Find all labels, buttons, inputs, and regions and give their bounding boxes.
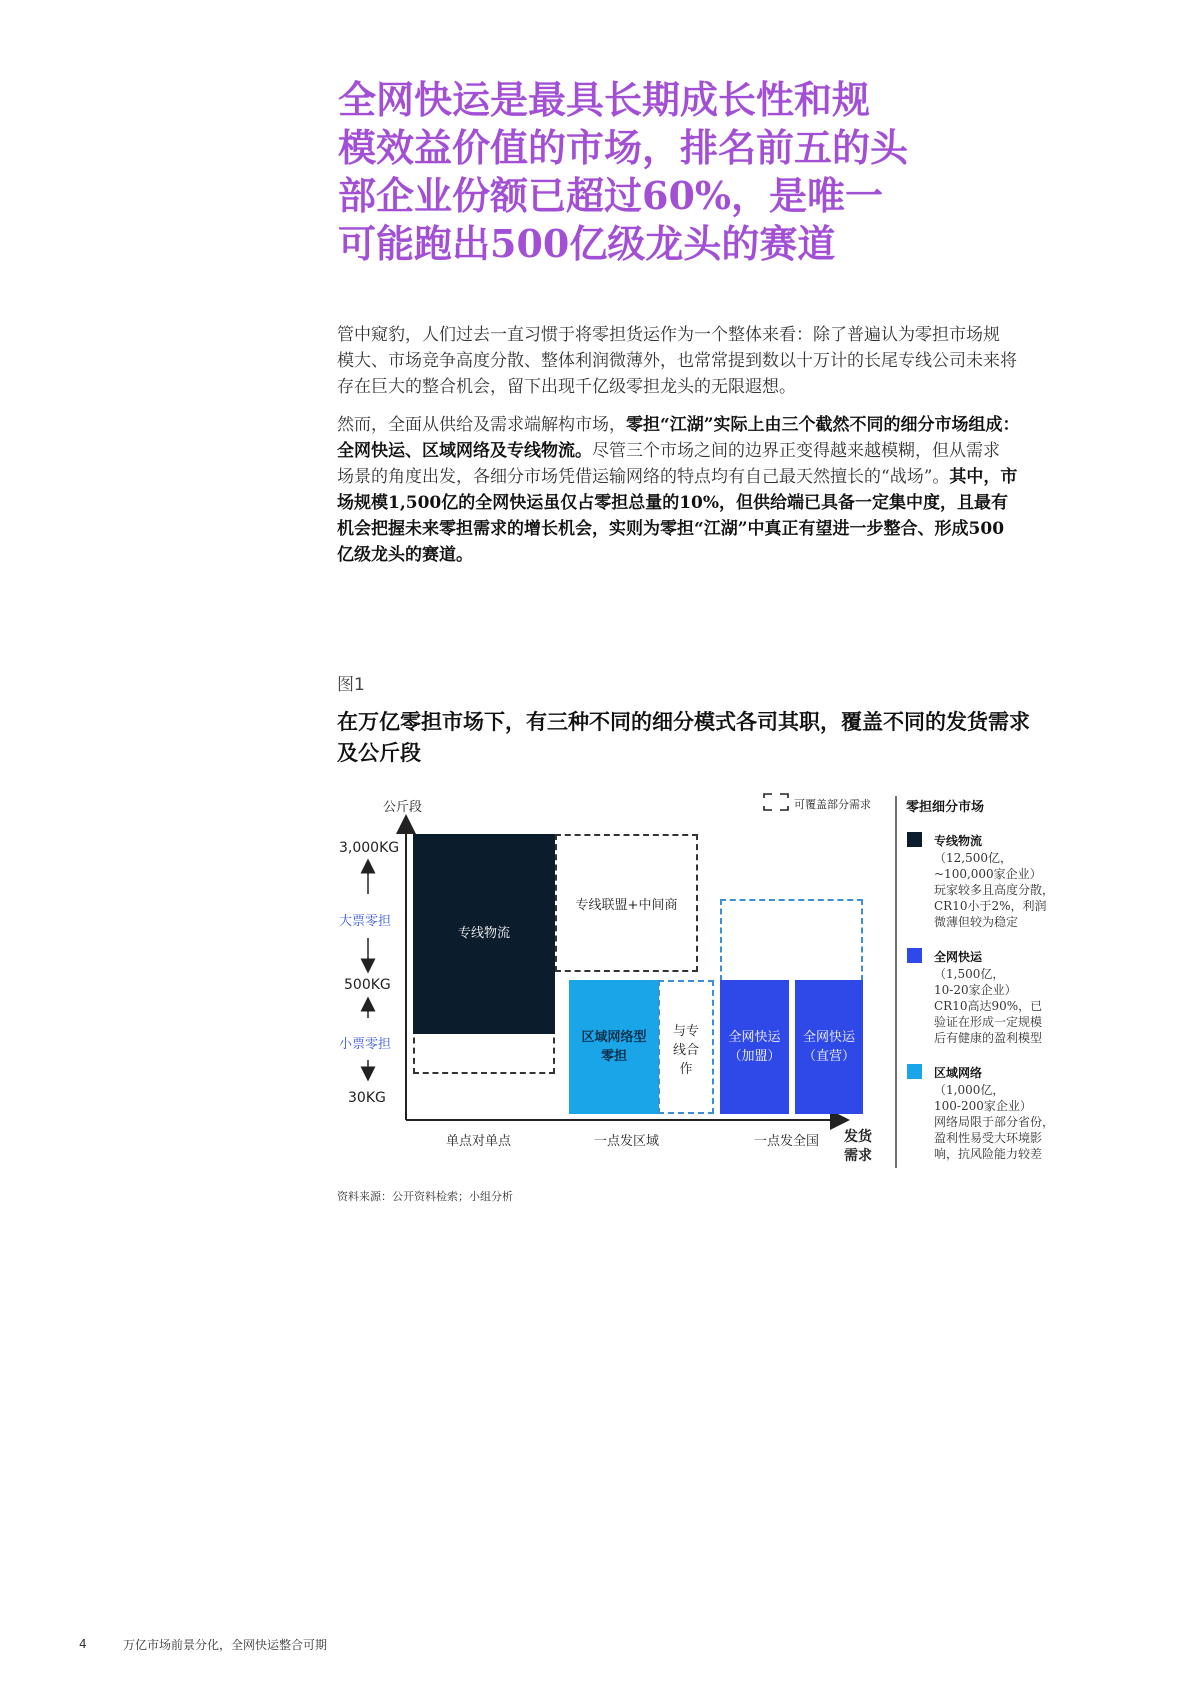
figure-label: 图1 xyxy=(337,675,365,695)
text-span: 尽管三个市场之间的边界正变得越来越模糊，但从需求 xyxy=(592,441,1000,461)
legend-swatch-dark xyxy=(907,832,922,847)
text-span: 场景的角度出发，各细分市场凭借运输网络的特点均有自己最天然擅长的“战场”。 xyxy=(337,467,950,487)
bar-label: 专线联盟+中间商 xyxy=(575,898,678,913)
paragraph-line: 存在巨大的整合机会，留下出现千亿级零担龙头的无限遐想。 xyxy=(337,377,796,397)
bar-label xyxy=(795,1028,863,1066)
legend-desc-line: CR10小于2%，利润 xyxy=(934,899,1047,913)
text-span: 然而，全面从供给及需求端解构市场， xyxy=(337,415,626,435)
legend-desc-line: ~100,000家企业） xyxy=(934,867,1042,881)
legend-desc-line: （1,500亿， xyxy=(934,967,1005,981)
legend-item-desc xyxy=(934,966,1042,1046)
y-label-bottom: 30KG xyxy=(348,1090,386,1106)
legend-item-desc xyxy=(934,1082,1054,1162)
paragraph-line: 场规模1,500亿的全网快运虽仅占零担总量的10%，但供给端已具备一定集中度，且最有 xyxy=(337,493,1009,513)
legend-desc-line: 验证在形成一定规模 xyxy=(934,1015,1043,1029)
bar-label-line: 与专 xyxy=(672,1024,699,1039)
legend-desc-line: 玩家较多且高度分散， xyxy=(934,883,1055,897)
legend-desc-line: 10-20家企业） xyxy=(934,983,1017,997)
zhuanxian-bar xyxy=(413,834,555,1034)
paragraph-line: 管中窥豹，人们过去一直习惯于将零担货运作为一个整体来看：除了普遍认为零担市场规 xyxy=(337,325,1000,345)
quyu-bar xyxy=(569,980,659,1114)
bar-label xyxy=(569,1028,659,1066)
legend-desc-line: 响，抗风险能力较差 xyxy=(934,1147,1043,1161)
headline-line: 全网快运是最具长期成长性和规 xyxy=(338,77,871,122)
legend-desc-line: 网络局限于部分省份， xyxy=(934,1115,1055,1129)
bar-label: 专线物流 xyxy=(457,926,510,941)
x-label: 单点对单点 xyxy=(446,1134,512,1149)
footer-title: 万亿市场前景分化，全网快运整合可期 xyxy=(123,1638,328,1652)
headline-line: 部企业份额已超过60%，是唯一 xyxy=(338,173,883,218)
legend-desc-line: 盈利性易受大环境影 xyxy=(934,1131,1043,1145)
paragraph-line xyxy=(337,464,1079,490)
body-paragraph xyxy=(337,412,1079,568)
legend-swatch-cyan xyxy=(907,1064,922,1079)
figure-title-line: 在万亿零担市场下，有三种不同的细分模式各司其职，覆盖不同的发货需求 xyxy=(337,709,1030,734)
bar-label-line: （加盟） xyxy=(728,1049,781,1064)
bar-label-line: 线合 xyxy=(672,1043,699,1058)
bar-label-line: 全网快运 xyxy=(728,1030,781,1045)
x-label: 一点发区域 xyxy=(594,1134,660,1149)
jiameng-bar xyxy=(720,980,789,1114)
bar-label-line: 零担 xyxy=(600,1049,627,1064)
bar-label xyxy=(660,1022,712,1079)
legend-item-name: 全网快运 xyxy=(934,950,983,964)
y-label-top: 3,000KG xyxy=(339,840,400,856)
legend-item-name: 专线物流 xyxy=(934,834,983,848)
paragraph-line: 机会把握未来零担需求的增长机会，实则为零担“江湖”中真正有望进一步整合、形成500 xyxy=(337,519,1005,539)
bold-text-span: 零担“江湖”实际上由三个截然不同的细分市场组成： xyxy=(626,415,1020,435)
legend-desc-line: 微薄但较为稳定 xyxy=(934,915,1019,929)
y-band-large: 大票零担 xyxy=(339,914,392,929)
x-axis-title xyxy=(844,1128,872,1166)
quanwang-dashed-range xyxy=(720,899,863,981)
paragraph-line xyxy=(337,412,1079,438)
hezuo-dashed-box xyxy=(658,980,714,1114)
intro-paragraph xyxy=(337,322,1079,400)
bar-label-line: 区域网络型 xyxy=(581,1030,647,1045)
coverage-note: 可覆盖部分需求 xyxy=(794,798,871,811)
legend-desc-line: CR10高达90%，已 xyxy=(934,999,1043,1013)
bar-label-line: 全网快运 xyxy=(802,1030,855,1045)
paragraph-line: 模大、市场竞争高度分散、整体利润微薄外，也常常提到数以十万计的长尾专线公司未来将 xyxy=(337,351,1017,371)
headline-line: 可能跑出500亿级龙头的赛道 xyxy=(338,221,836,266)
legend-swatch-blue xyxy=(907,948,922,963)
dashed-bracket-icon xyxy=(764,794,788,810)
page-headline xyxy=(338,76,978,268)
legend-title: 零担细分市场 xyxy=(906,800,985,815)
zhiying-bar xyxy=(795,980,863,1114)
zhuanxian-dashed-range xyxy=(413,834,555,1074)
paragraph-line xyxy=(337,438,1079,464)
bold-text-span: 其中，市 xyxy=(949,467,1018,487)
legend-item-desc xyxy=(934,850,1054,930)
bar-label xyxy=(720,1028,789,1066)
x-axis-title-line: 发货 xyxy=(844,1129,872,1145)
lianmeng-dashed-box xyxy=(555,834,698,972)
bar-label-line: （直营） xyxy=(802,1049,855,1064)
bold-text-span: 全网快运、区域网络及专线物流。 xyxy=(337,441,592,461)
figure-title-line: 及公斤段 xyxy=(337,740,421,765)
headline-line: 模效益价值的市场，排名前五的头 xyxy=(338,125,909,170)
bar-label-line: 作 xyxy=(679,1062,693,1077)
source-note: 资料来源：公开资料检索；小组分析 xyxy=(337,1190,513,1203)
page-number: 4 xyxy=(79,1637,87,1651)
legend-desc-line: （1,000亿， xyxy=(934,1083,1005,1097)
y-axis-title: 公斤段 xyxy=(383,800,423,815)
legend-item-name: 区域网络 xyxy=(934,1066,983,1080)
figure-title xyxy=(337,706,1097,768)
legend-desc-line: 100-200家企业） xyxy=(934,1099,1032,1113)
y-label-mid: 500KG xyxy=(344,977,391,993)
x-label: 一点发全国 xyxy=(754,1134,820,1149)
legend-desc-line: 后有健康的盈利模型 xyxy=(934,1031,1043,1045)
x-axis-title-line: 需求 xyxy=(844,1148,872,1164)
y-band-small: 小票零担 xyxy=(339,1037,392,1052)
paragraph-line: 亿级龙头的赛道。 xyxy=(337,545,473,565)
legend-desc-line: （12,500亿， xyxy=(934,851,1012,865)
